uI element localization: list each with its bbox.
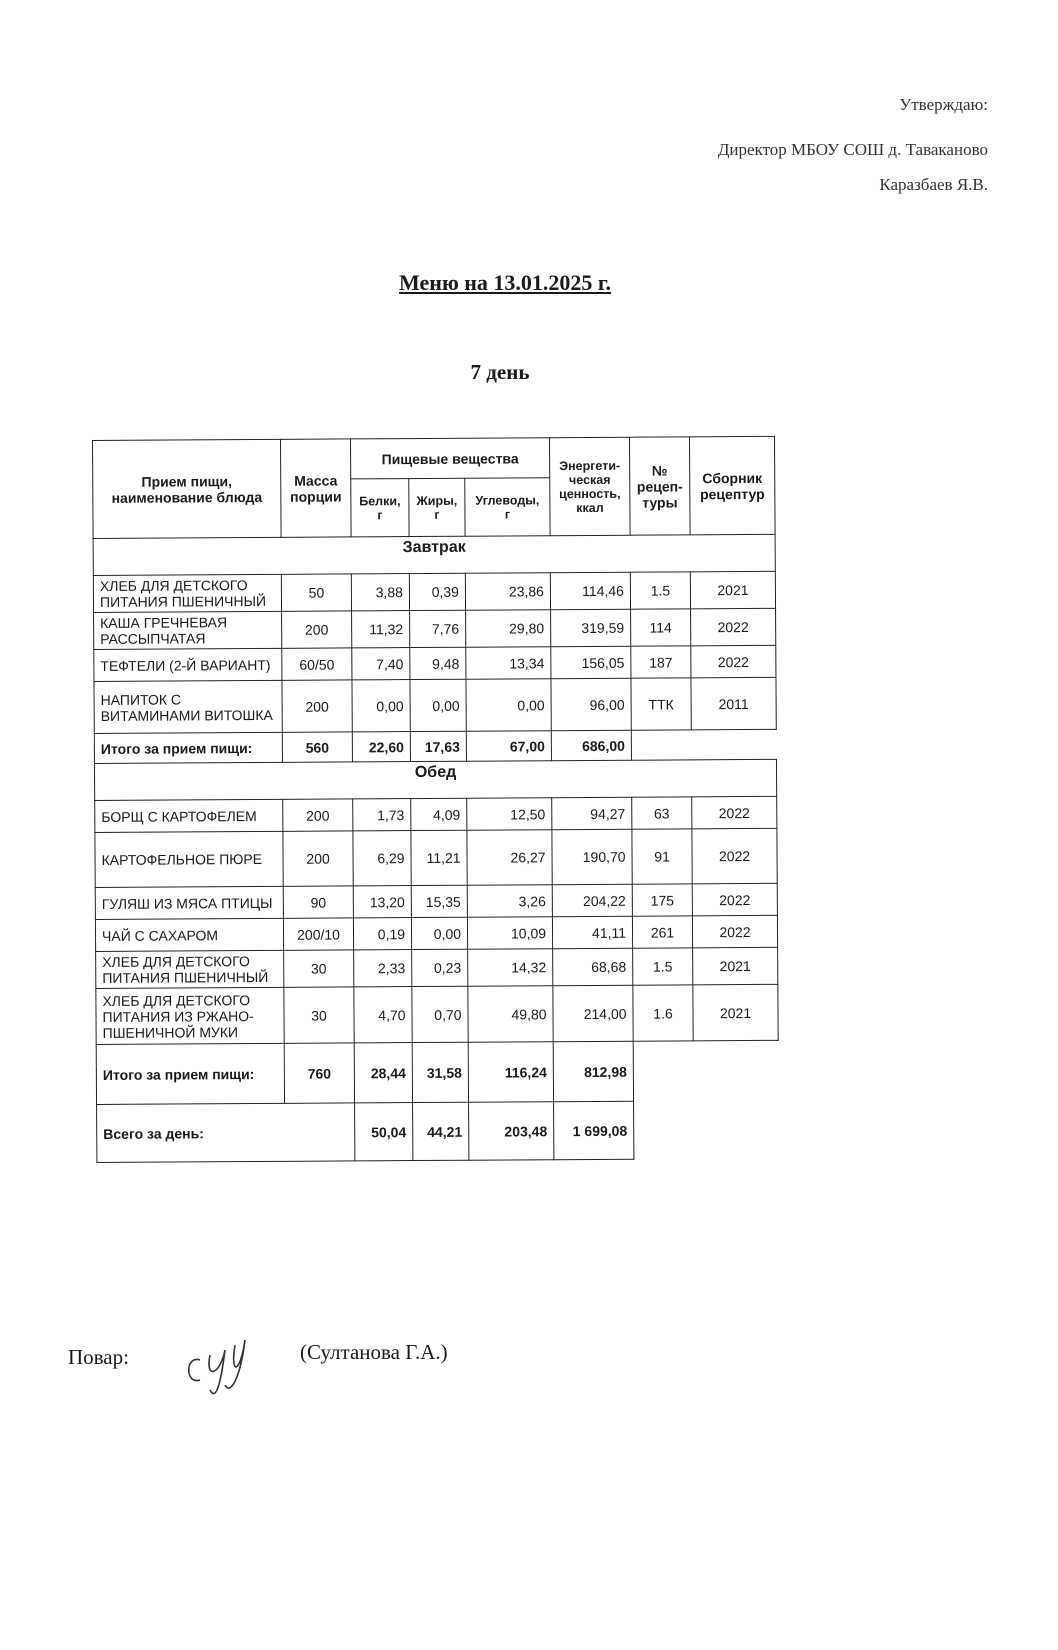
collection: 2022: [692, 883, 777, 916]
collection: 2022: [691, 645, 776, 678]
collection: 2021: [693, 984, 778, 1041]
mass: 60/50: [282, 648, 352, 680]
collection: 2011: [691, 677, 776, 730]
table-row: [96, 947, 778, 988]
total-protein: 28,44: [354, 1043, 412, 1103]
dish-name: НАПИТОК С ВИТАМИНАМИ ВИТОШКА: [94, 680, 282, 733]
collection: 2022: [692, 828, 777, 884]
header-fat: Жиры, г: [409, 478, 465, 536]
collection: 2022: [692, 796, 777, 829]
mass: 50: [281, 574, 351, 611]
dish-name: КАША ГРЕЧНЕВАЯ РАССЫПЧАТАЯ: [94, 611, 282, 649]
recipe-no: 187: [631, 646, 691, 678]
fat: 0,70: [412, 986, 468, 1042]
energy: 214,00: [553, 985, 633, 1041]
mass: 30: [284, 987, 354, 1043]
energy: 114,46: [550, 572, 630, 609]
carbs: 23,86: [465, 573, 550, 611]
day-label: 7 день: [470, 360, 530, 384]
day-total-energy: 1 699,08: [554, 1101, 634, 1159]
total-mass: 760: [284, 1043, 354, 1103]
meal-total-row: [94, 729, 776, 763]
carbs: 0,00: [466, 679, 551, 732]
recipe-no: ТТК: [631, 678, 691, 730]
recipe-no: 261: [632, 916, 692, 948]
carbs: 29,80: [466, 610, 551, 648]
header-meal: Прием пищи, наименование блюда: [93, 439, 282, 538]
energy: 41,11: [552, 916, 632, 948]
protein: 1,73: [353, 799, 411, 831]
total-dish-name: Итого за прием пищи:: [96, 1043, 284, 1104]
protein: 0,19: [353, 918, 411, 950]
fat: 0,00: [411, 917, 467, 949]
energy: 204,22: [552, 884, 632, 916]
table-row: [95, 796, 777, 832]
mass: 200: [282, 611, 352, 648]
menu-table: [92, 436, 779, 1163]
header-collection: Сборник рецептур: [689, 436, 775, 535]
total-energy: 812,98: [553, 1041, 633, 1101]
day-total-label: Всего за день:: [97, 1103, 355, 1163]
fat: 0,00: [410, 679, 466, 731]
recipe-no: 114: [631, 609, 691, 646]
day-total-protein: 50,04: [355, 1103, 413, 1161]
total-carbs: 67,00: [466, 731, 551, 762]
protein: 7,40: [352, 648, 410, 680]
carbs: 49,80: [468, 986, 553, 1043]
table-row: [95, 883, 777, 919]
header-nutrients: Пищевые вещества: [350, 438, 549, 479]
energy: 96,00: [551, 678, 631, 730]
dish-name: ХЛЕБ ДЛЯ ДЕТСКОГО ПИТАНИЯ ИЗ РЖАНО-ПШЕНИЧНОЙ МУКИ: [96, 987, 284, 1044]
energy: 190,70: [552, 829, 632, 884]
total-protein: 22,60: [352, 732, 410, 762]
header-recipe-no: № рецеп-туры: [629, 437, 690, 535]
fat: 15,35: [411, 885, 467, 917]
approval-line: Утверждаю:: [899, 95, 988, 114]
day-total-fat: 44,21: [413, 1102, 469, 1160]
carbs: 14,32: [468, 949, 553, 987]
fat: 9,48: [410, 647, 466, 679]
mass: 200: [282, 680, 352, 732]
dish-name: ТЕФТЕЛИ (2-Й ВАРИАНТ): [94, 648, 282, 681]
table-row: [96, 984, 778, 1044]
mass: 200: [283, 799, 353, 831]
approval-name: Каразбаев Я.В.: [879, 175, 988, 194]
energy: 156,05: [551, 646, 631, 678]
section-title: Завтрак: [93, 534, 775, 575]
section-row: [94, 759, 776, 800]
cook-name: (Султанова Г.А.): [300, 1340, 448, 1364]
dish-name: ХЛЕБ ДЛЯ ДЕТСКОГО ПИТАНИЯ ПШЕНИЧНЫЙ: [93, 574, 281, 612]
table-row: [94, 608, 776, 649]
day-total-carbs: 203,48: [469, 1102, 554, 1161]
recipe-no: 91: [632, 829, 692, 884]
protein: 11,32: [352, 611, 410, 648]
mass: 200/10: [283, 918, 353, 950]
recipe-no: 1.5: [630, 572, 690, 609]
total-mass: 560: [282, 732, 352, 762]
fat: 7,76: [410, 610, 466, 647]
table-row: [94, 677, 776, 733]
collection: 2021: [693, 947, 778, 985]
header-mass: Масса порции: [280, 439, 351, 537]
protein: 0,00: [352, 680, 410, 732]
cook-label: Повар:: [68, 1345, 129, 1369]
mass: 200: [283, 831, 353, 886]
fat: 4,09: [411, 798, 467, 830]
total-energy: 686,00: [551, 730, 631, 760]
mass: 30: [284, 950, 354, 987]
header-carbs: Углеводы, г: [465, 478, 550, 537]
meal-total-row: [96, 1040, 778, 1104]
protein: 3,88: [351, 574, 409, 611]
table-row: [95, 828, 777, 887]
fat: 0,23: [412, 949, 468, 986]
protein: 4,70: [354, 987, 412, 1043]
page-title: Меню на 13.01.2025 г.: [399, 270, 611, 295]
recipe-no: 63: [632, 797, 692, 829]
total-fat: 31,58: [412, 1042, 468, 1102]
empty-cell: [631, 729, 776, 760]
mass: 90: [283, 886, 353, 918]
collection: 2021: [690, 571, 775, 609]
dish-name: ХЛЕБ ДЛЯ ДЕТСКОГО ПИТАНИЯ ПШЕНИЧНЫЙ: [96, 950, 284, 988]
protein: 2,33: [354, 950, 412, 987]
recipe-no: 1.6: [633, 985, 693, 1041]
table-row: [93, 571, 775, 612]
section-title: Обед: [94, 759, 776, 800]
dish-name: ГУЛЯШ ИЗ МЯСА ПТИЦЫ: [95, 886, 283, 919]
total-carbs: 116,24: [468, 1042, 553, 1103]
header-energy: Энергети-ческая ценность, ккал: [549, 437, 630, 535]
empty-cell: [634, 1100, 779, 1159]
collection: 2022: [692, 915, 777, 948]
protein: 13,20: [353, 886, 411, 918]
fat: 0,39: [409, 573, 465, 610]
dish-name: КАРТОФЕЛЬНОЕ ПЮРЕ: [95, 831, 283, 887]
header-protein: Белки, г: [351, 479, 409, 537]
energy: 319,59: [551, 609, 631, 646]
carbs: 10,09: [467, 917, 552, 950]
total-dish-name: Итого за прием пищи:: [94, 732, 282, 763]
recipe-no: 175: [632, 884, 692, 916]
carbs: 3,26: [467, 885, 552, 918]
day-total-row: [97, 1100, 779, 1162]
recipe-no: 1.5: [633, 948, 693, 985]
dish-name: БОРЩ С КАРТОФЕЛЕМ: [95, 799, 283, 832]
approval-position: Директор МБОУ СОШ д. Таваканово: [717, 140, 988, 159]
signature: [180, 1330, 260, 1400]
table-row: [94, 645, 776, 681]
carbs: 12,50: [467, 798, 552, 831]
collection: 2022: [691, 608, 776, 646]
table-row: [95, 915, 777, 951]
empty-cell: [633, 1040, 778, 1101]
energy: 68,68: [553, 948, 633, 985]
energy: 94,27: [552, 797, 632, 829]
protein: 6,29: [353, 831, 411, 886]
dish-name: ЧАЙ С САХАРОМ: [95, 918, 283, 951]
total-fat: 17,63: [410, 731, 466, 761]
section-row: [93, 534, 775, 575]
carbs: 13,34: [466, 647, 551, 680]
carbs: 26,27: [467, 830, 552, 886]
fat: 11,21: [411, 830, 467, 885]
